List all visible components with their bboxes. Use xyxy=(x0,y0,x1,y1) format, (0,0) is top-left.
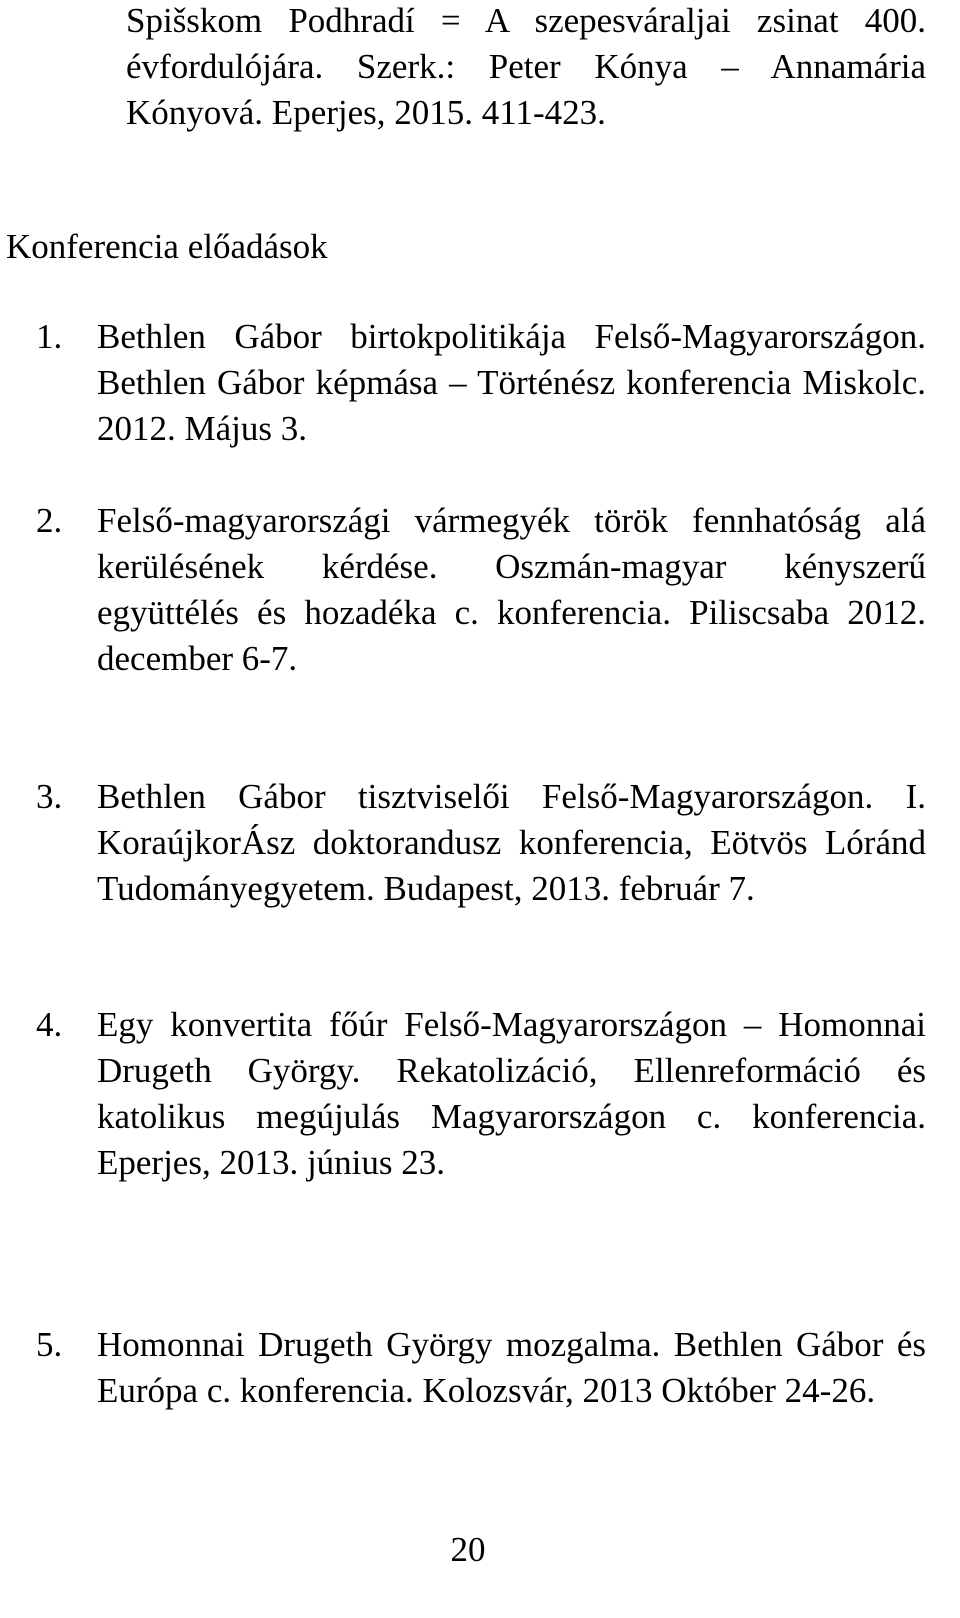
list-item-text: Felső-magyarországi vármegyék török fennhatóság alá kerülésének kérdése. Oszmán-magyar kényszerű együttélés és hozadéka c. konferencia. Piliscsaba 2012. december 6-7. xyxy=(97,501,926,678)
list-item xyxy=(36,774,926,912)
list-item-text: Bethlen Gábor birtokpolitikája Felső-Magyarországon. Bethlen Gábor képmása – Történész konferencia Miskolc. 2012. Május 3. xyxy=(97,317,926,448)
list-item xyxy=(36,314,926,452)
list-item-number: 4. xyxy=(36,1005,63,1044)
continued-reference-text: Spišskom Podhradí = A szepesváraljai zsinat 400. évfordulójára. Szerk.: Peter Kónya – Annamária Kónyová. Eperjes, 2015. 411-423. xyxy=(126,1,926,132)
list-item-number: 5. xyxy=(36,1325,63,1364)
section-title: Konferencia előadások xyxy=(6,227,328,266)
list-item-text: Bethlen Gábor tisztviselői Felső-Magyarországon. I. KoraújkorÁsz doktorandusz konferencia, Eötvös Lóránd Tudományegyetem. Budapest, 2013. február 7. xyxy=(97,777,926,908)
list-item xyxy=(36,1322,926,1414)
page-number: 20 xyxy=(450,1530,486,1569)
list-item-text: Egy konvertita főúr Felső-Magyarországon – Homonnai Drugeth György. Rekatolizáció, Ellenreformáció és katolikus megújulás Magyarországon c. konferencia. Eperjes, 2013. június 23. xyxy=(97,1005,926,1182)
list-item xyxy=(36,1002,926,1186)
list-item-number: 1. xyxy=(36,317,63,356)
list-item-number: 2. xyxy=(36,501,63,540)
list-item-number: 3. xyxy=(36,777,63,816)
list-item xyxy=(36,498,926,682)
list-item-text: Homonnai Drugeth György mozgalma. Bethlen Gábor és Európa c. konferencia. Kolozsvár, 2013 Október 24-26. xyxy=(97,1325,926,1410)
